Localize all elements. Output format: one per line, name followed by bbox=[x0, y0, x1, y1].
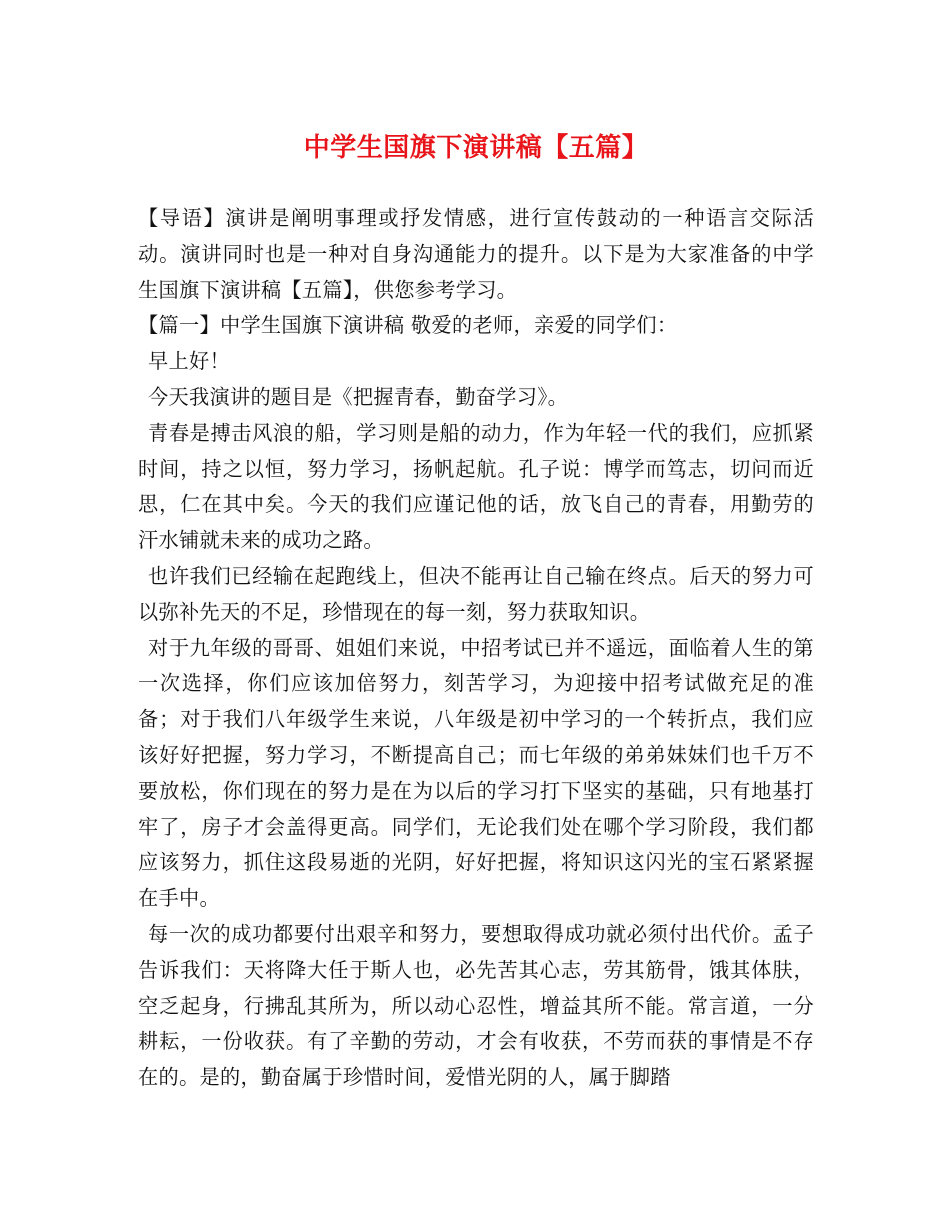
section-heading-paragraph: 【篇一】中学生国旗下演讲稿 敬爱的老师，亲爱的同学们： bbox=[138, 313, 678, 338]
body-paragraph: 也许我们已经输在起跑线上，但决不能再让自己输在终点。后天的努力可以弥补先天的不足，珍惜现在的每一刻，努力获取知识。 bbox=[138, 563, 814, 624]
intro-paragraph: 【导语】演讲是阐明事理或抒发情感，进行宣传鼓动的一种语言交际活动。演讲同时也是一种对自身沟通能力的提升。以下是为大家准备的中学生国旗下演讲稿【五篇】，供您参考学习。 bbox=[138, 206, 814, 302]
body-paragraph: 对于九年级的哥哥、姐姐们来说，中招考试已并不遥远，面临着人生的第一次选择，你们应该加倍努力，刻苦学习，为迎接中招考试做充足的准备；对于我们八年级学生来说，八年级是初中学习的一个转折点，我们应该好好把握，努力学习，不断提高自己；而七年级的弟弟妹妹们也千万不要放松，你们现在的努力是在为以后的学习打下坚实的基础，只有地基打牢了，房子才会盖得更高。同学们，无论我们处在哪个学习阶段，我们都应该努力，抓住这段易逝的光阴，好好把握，将知识这闪光的宝石紧紧握在手中。 bbox=[138, 635, 814, 911]
topic-paragraph: 今天我演讲的题目是《把握青春，勤奋学习》。 bbox=[148, 384, 569, 409]
document-title: 中学生国旗下演讲稿【五篇】 bbox=[303, 133, 649, 163]
greeting-paragraph: 早上好！ bbox=[148, 349, 230, 374]
document-body bbox=[138, 201, 814, 1096]
body-paragraph: 每一次的成功都要付出艰辛和努力，要想取得成功就必须付出代价。孟子告诉我们：天将降大任于斯人也，必先苦其心志，劳其筋骨，饿其体肤，空乏起身，行拂乱其所为，所以动心忍性，增益其所不能。常言道，一分耕耘，一份收获。有了辛勤的劳动，才会有收获，不劳而获的事情是不存在的。是的，勤奋属于珍惜时间，爱惜光阴的人，属于脚踏 bbox=[138, 921, 814, 1090]
document-page bbox=[138, 128, 814, 1096]
body-paragraph: 青春是搏击风浪的船，学习则是船的动力，作为年轻一代的我们，应抓紧时间，持之以恒，努力学习，扬帆起航。孔子说：博学而笃志，切问而近思，仁在其中矣。今天的我们应谨记他的话，放飞自己的青春，用勤劳的汗水铺就未来的成功之路。 bbox=[138, 420, 814, 553]
